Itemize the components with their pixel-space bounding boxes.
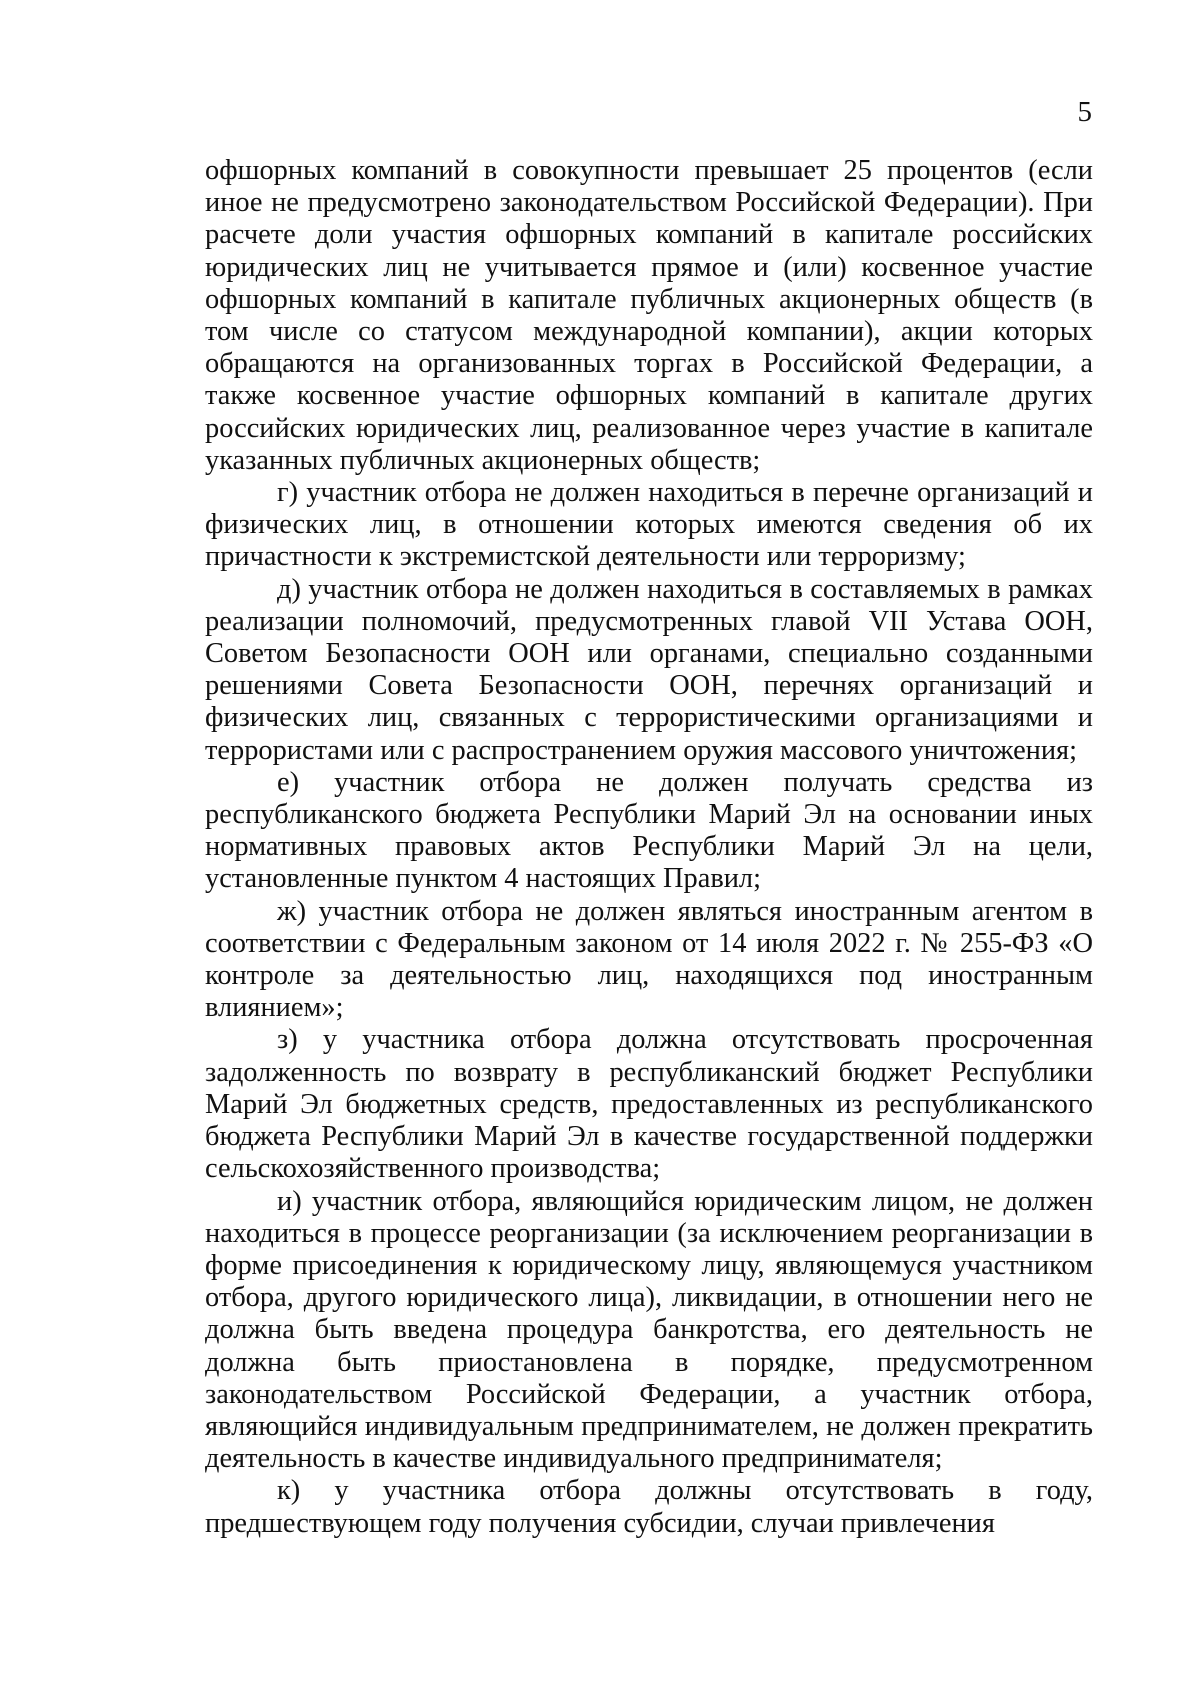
paragraph-item-i: и) участник отбора, являющийся юридическим лицом, не должен находиться в процессе реорганизации (за исключением реорганизации в форме присоединения к юридическому лицу, являющемуся участником отбора, другого юридического лица), ликвидации, в отношении него не должна быть введена процедура банкротства, его деятельность не должна быть приостановлена в порядке, предусмотренном законодательством Российской Федерации, а участник отбора, являющийся индивидуальным предпринимателем, не должен прекратить деятельность в качестве индивидуального предпринимателя;: [205, 1185, 1093, 1475]
paragraph-item-d: д) участник отбора не должен находиться в составляемых в рамках реализации полномочий, предусмотренных главой VII Устава ООН, Советом Безопасности ООН или органами, специально созданными решениями Совета Безопасности ООН, перечнях организаций и физических лиц, связанных с террористическими организациями и террористами или с распространением оружия массового уничтожения;: [205, 573, 1093, 766]
paragraph-item-zh: ж) участник отбора не должен являться иностранным агентом в соответствии с Федеральным законом от 14 июля 2022 г. № 255-ФЗ «О контроле за деятельностью лиц, находящихся под иностранным влиянием»;: [205, 895, 1093, 1024]
paragraph-item-e: е) участник отбора не должен получать средства из республиканского бюджета Республики Марий Эл на основании иных нормативных правовых актов Республики Марий Эл на цели, установленные пунктом 4 настоящих Правил;: [205, 766, 1093, 895]
document-body: [205, 155, 1093, 1540]
paragraph-item-k: к) у участника отбора должны отсутствовать в году, предшествующем году получения субсидии, случаи привлечения: [205, 1475, 1093, 1539]
paragraph-item-z: з) у участника отбора должна отсутствовать просроченная задолженность по возврату в республиканский бюджет Республики Марий Эл бюджетных средств, предоставленных из республиканского бюджета Республики Марий Эл в качестве государственной поддержки сельскохозяйственного производства;: [205, 1024, 1093, 1185]
paragraph-item-g: г) участник отбора не должен находиться в перечне организаций и физических лиц, в отношении которых имеются сведения об их причастности к экстремистской деятельности или терроризму;: [205, 477, 1093, 573]
page-number: 5: [1077, 96, 1092, 128]
paragraph-continuation: офшорных компаний в совокупности превышает 25 процентов (если иное не предусмотрено законодательством Российской Федерации). При расчете доли участия офшорных компаний в капитале российских юридических лиц не учитывается прямое и (или) косвенное участие офшорных компаний в капитале публичных акционерных обществ (в том числе со статусом международной компании), акции которых обращаются на организованных торгах в Российской Федерации, а также косвенное участие офшорных компаний в капитале других российских юридических лиц, реализованное через участие в капитале указанных публичных акционерных обществ;: [205, 155, 1093, 476]
